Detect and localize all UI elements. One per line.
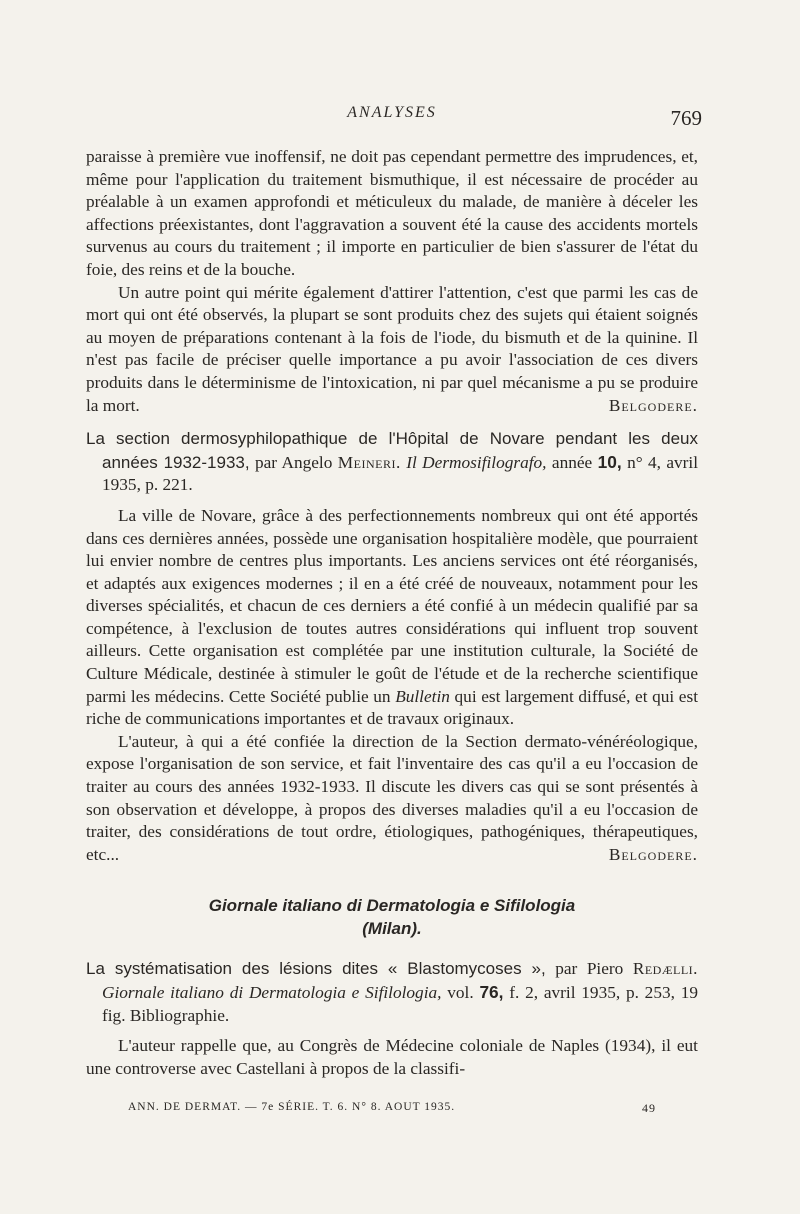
entry-1-year-label: année — [551, 452, 593, 472]
entry-1-journal: Il Dermosifilografo, — [406, 452, 547, 472]
entry-2-journal: Giornale italiano di Dermatologia e Sifilologia, — [102, 983, 442, 1002]
entry-1-volume: 10, — [597, 451, 622, 472]
entry-2-par: par Piero — [555, 959, 624, 979]
page-header — [86, 102, 702, 132]
entry-2-vol-label: vol. — [447, 983, 474, 1002]
page-number: 769 — [670, 106, 702, 130]
paragraph-3 — [86, 505, 698, 731]
review-entry-2 — [86, 958, 698, 1027]
journal-heading-line-1: Giornale italiano di Dermatologia e Sifilologia — [208, 896, 576, 916]
entry-1-par: par Angelo — [255, 452, 333, 472]
journal-heading — [86, 894, 698, 940]
entry-1-issue: n° 4, avril 1935, p. 221. — [102, 452, 699, 495]
paragraph-2 — [86, 282, 698, 418]
journal-heading-line-2: (Milan). — [362, 919, 422, 939]
running-head: ANALYSES — [347, 104, 437, 121]
entry-2-rest: f. 2, avril 1935, p. 253, 19 fig. Bibliographie. — [102, 983, 698, 1025]
entry-2-author: Redælli. — [632, 959, 698, 979]
entry-1-title: La section dermosyphilopathique de l'Hôpital de Novare pendant les deux années 1932-1933, — [86, 429, 698, 472]
page-footer — [128, 1101, 656, 1113]
paragraph-3-text: La ville de Novare, grâce à des perfectionnements nombreux qui ont été apportés dans ces dernières années, possède une organisation hospitalière modèle, que pourraient lui envier nombre de centres plus importants. Les anciens services ont été réorganisés, et adaptés aux exigences modernes ; il en a été créé de nouveaux, notamment pour les diverses spécialités, et chacun de ces derniers a été confié à un médecin qualifié par sa compétence, à l'exclusion de toutes autres considérations qui influent trop souvent ailleurs. Cette organisation est complétée par une institution culturale, la Société de Culture Médicale, destinée à stimuler le goût de l'étude et de la recherche scientifique parmi les médecins. Cette Société publie un — [86, 505, 698, 706]
article-body — [86, 146, 698, 1080]
sheet-number: 49 — [642, 1101, 656, 1115]
paragraph-4 — [86, 731, 698, 867]
footer-line: ANN. DE DERMAT. — 7e SÉRIE. T. 6. N° 8. AOUT 1935. — [128, 1101, 456, 1113]
page — [86, 0, 702, 1214]
paragraph-2-text: Un autre point qui mérite également d'attirer l'attention, c'est que parmi les cas de mort qui ont été observés, la plupart se sont produits chez des sujets qui étaient soignés au moyen de préparations contenant à la fois de l'iode, du bismuth et de la quinine. Il n'est pas facile de préciser quelle importance a pu avoir l'association de ces divers produits dans le déterminisme de l'intoxication, ni par quel mécanisme a pu se produire la mort. — [86, 282, 698, 415]
paragraph-1: paraisse à première vue inoffensif, ne doit pas cependant permettre des imprudences, et, même pour l'application du traitement bismuthique, il est nécessaire de procéder au préalable à un examen approfondi et méticuleux du malade, de manière à déceler les affections préexistantes, dont l'aggravation a souvent été la cause des accidents mortels survenus au cours du traitement ; il importe en particulier de bien s'assurer de l'état du foie, des reins et de la bouche. — [86, 147, 698, 279]
entry-2-title: La systématisation des lésions dites « Blastomycoses », — [86, 959, 546, 979]
paragraph-3-end: qui est largement diffusé, et qui est riche de communications importantes et de travaux originaux. — [86, 686, 698, 729]
paragraph-4-text: L'auteur, à qui a été confiée la direction de la Section dermato-vénéréologique, expose l'organisation de son service, et fait l'inventaire des cas qu'il a eu l'occasion de traiter au cours des années 1932-1933. Il discute les divers cas qui se sont présentés à son observation et développe, à propos des diverses maladies qu'il a eu l'occasion de traiter, des considérations de tout ordre, étiologiques, pathogéniques, thérapeutiques, etc... — [86, 731, 698, 864]
paragraph-3-italic: Bulletin — [395, 686, 450, 706]
review-entry-1 — [86, 428, 698, 497]
paragraph-5: L'auteur rappelle que, au Congrès de Médecine coloniale de Naples (1934), il eut une controverse avec Castellani à propos de la classifi- — [86, 1036, 698, 1078]
signature-2: Belgodere. — [608, 844, 698, 864]
entry-1-author: Meineri. — [337, 452, 401, 472]
signature-1: Belgodere. — [608, 395, 698, 415]
entry-2-volume: 76, — [479, 982, 504, 1002]
